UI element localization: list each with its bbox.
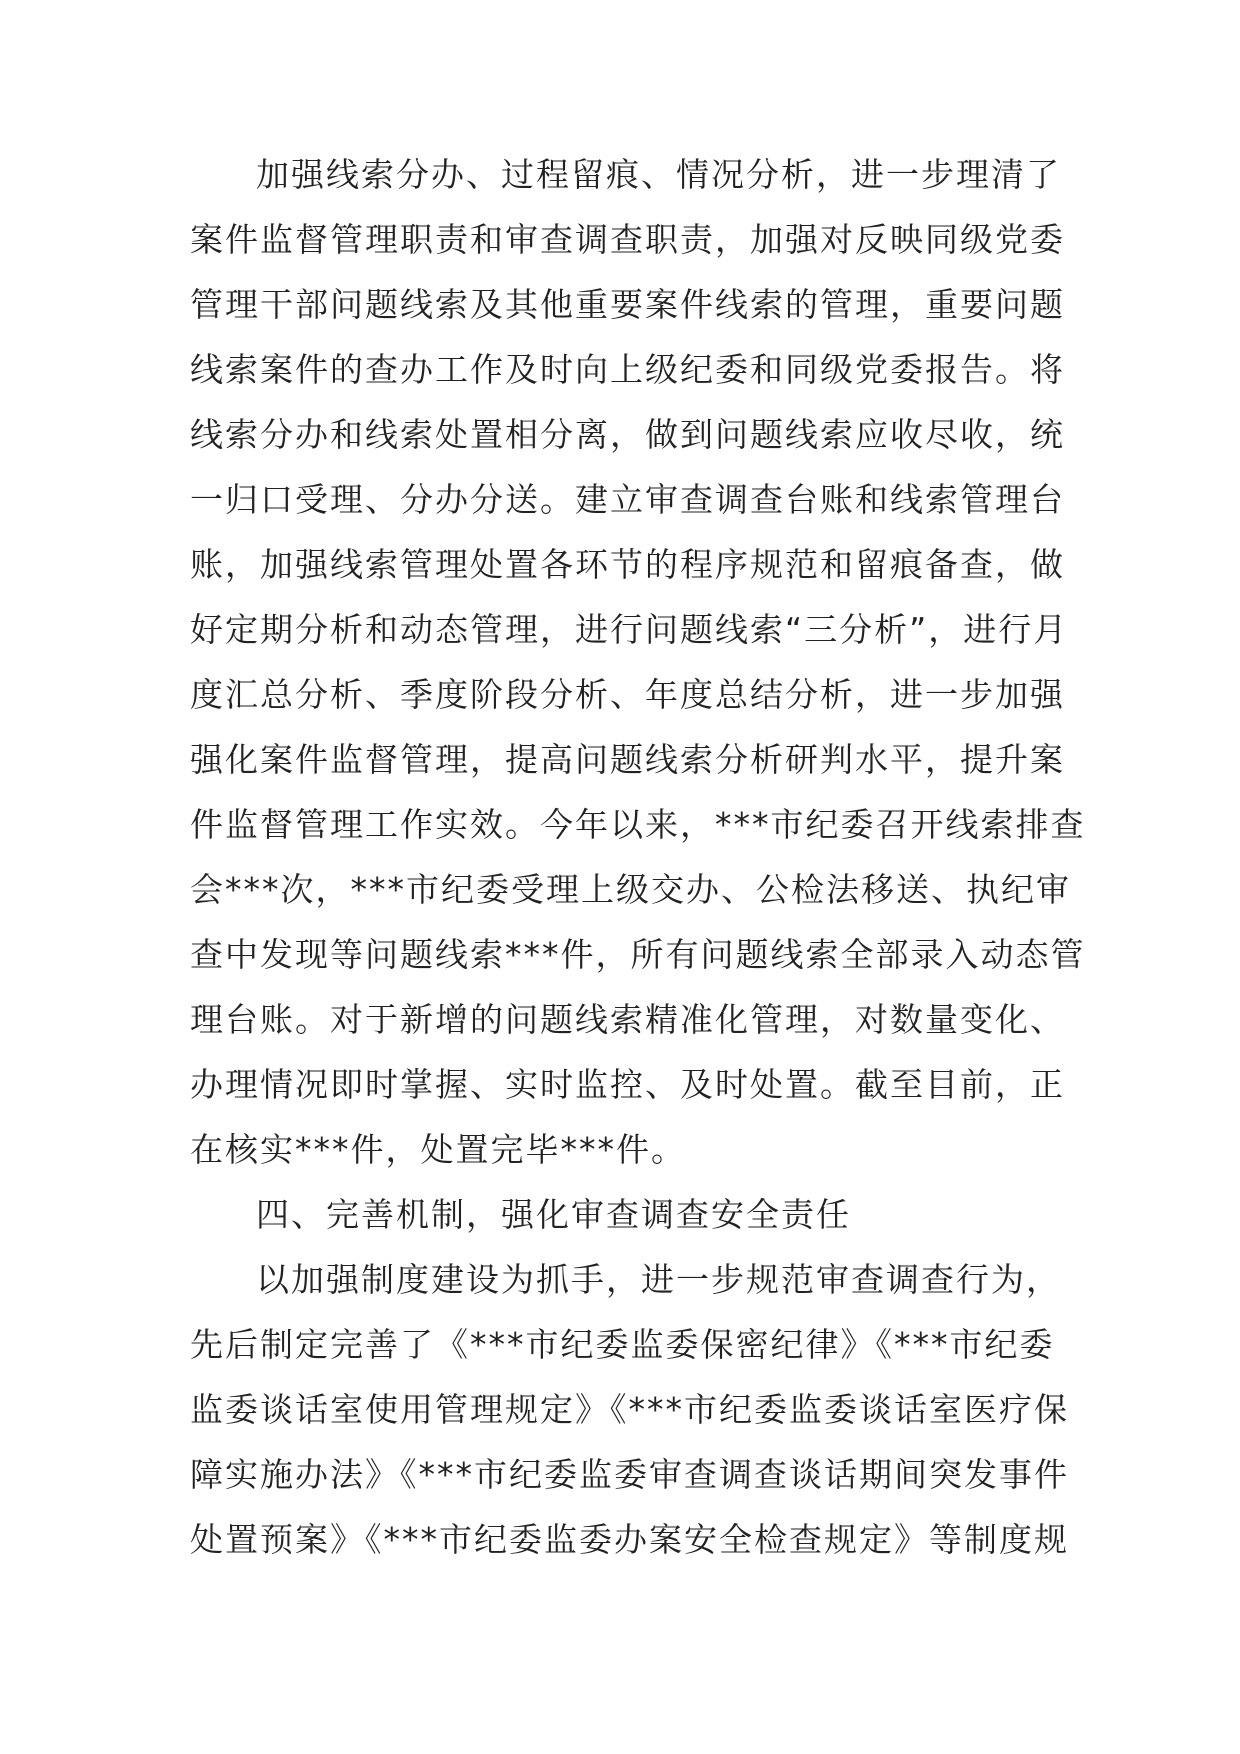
paragraph-line: 以加强制度建设为抓手，进一步规范审查调查行为，	[256, 1260, 1061, 1299]
paragraph-line: 障实施办法》《***市纪委监委审查调查谈话期间突发事件	[190, 1455, 1069, 1494]
paragraph-line: 度汇总分析、季度阶段分析、年度总结分析，进一步加强	[190, 675, 1065, 714]
paragraph-line: 管理干部问题线索及其他重要案件线索的管理，重要问题	[190, 285, 1065, 324]
paragraph-line: 账，加强线索管理处置各环节的程序规范和留痕备查，做	[190, 545, 1065, 584]
paragraph-line: 好定期分析和动态管理，进行问题线索“三分析”，进行月	[190, 610, 1069, 649]
paragraph-line: 会***次，***市纪委受理上级交办、公检法移送、执纪审	[190, 870, 1071, 909]
paragraph-2	[190, 1247, 1069, 1572]
paragraph-line: 先后制定完善了《***市纪委监委保密纪律》《***市纪委	[190, 1325, 1055, 1364]
paragraph-line: 处置预案》《***市纪委监委办案安全检查规定》等制度规	[190, 1520, 1069, 1559]
paragraph-1	[190, 142, 1086, 1182]
paragraph-line: 线索分办和线索处置相分离，做到问题线索应收尽收，统	[190, 415, 1065, 454]
paragraph-line: 一归口受理、分办分送。建立审查调查台账和线索管理台	[190, 480, 1065, 519]
section-heading: 四、完善机制，强化审查调查安全责任	[256, 1195, 851, 1234]
paragraph-line: 监委谈话室使用管理规定》《***市纪委监委谈话室医疗保	[190, 1390, 1069, 1429]
paragraph-line: 理台账。对于新增的问题线索精准化管理，对数量变化、	[190, 1000, 1065, 1039]
document-body	[190, 142, 1086, 1572]
paragraph-line: 线索案件的查办工作及时向上级纪委和同级党委报告。将	[190, 350, 1065, 389]
paragraph-line: 在核实***件，处置完毕***件。	[190, 1130, 686, 1169]
paragraph-line: 查中发现等问题线索***件，所有问题线索全部录入动态管	[190, 935, 1086, 974]
paragraph-line: 办理情况即时掌握、实时监控、及时处置。截至目前，正	[190, 1065, 1065, 1104]
paragraph-line: 案件监督管理职责和审查调查职责，加强对反映同级党委	[190, 220, 1065, 259]
paragraph-line: 强化案件监督管理，提高问题线索分析研判水平，提升案	[190, 740, 1065, 779]
paragraph-line: 加强线索分办、过程留痕、情况分析，进一步理清了	[256, 155, 1061, 194]
paragraph-line: 件监督管理工作实效。今年以来，***市纪委召开线索排查	[190, 805, 1086, 844]
